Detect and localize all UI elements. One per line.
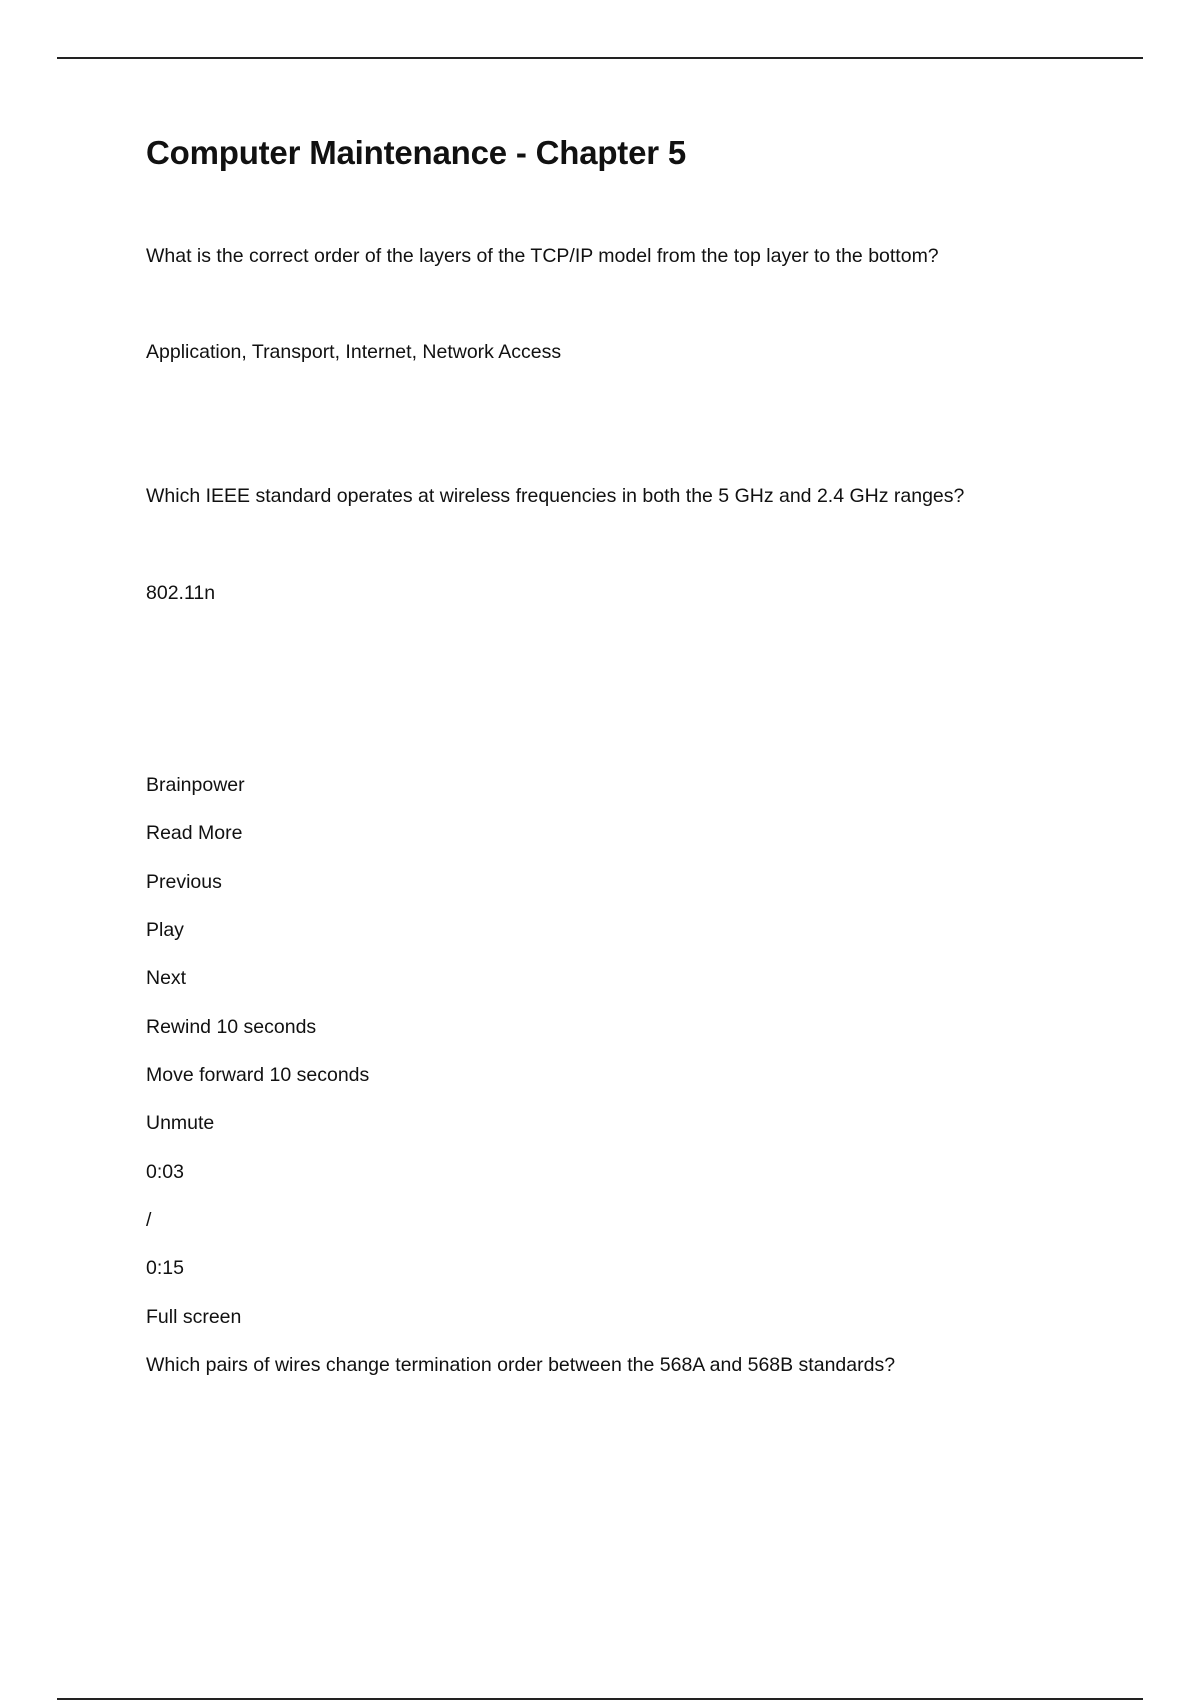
rewind-button[interactable]: Rewind 10 seconds <box>146 1016 317 1038</box>
current-time: 0:03 <box>146 1161 184 1183</box>
page-title: Computer Maintenance - Chapter 5 <box>146 134 687 171</box>
top-rule <box>57 57 1143 59</box>
question-text: What is the correct order of the layers of the TCP/IP model from the top layer to the bottom? <box>146 245 939 267</box>
duration-time: 0:15 <box>146 1257 184 1279</box>
answer-text: 802.11n <box>146 582 216 604</box>
time-separator: / <box>146 1209 152 1231</box>
unmute-button[interactable]: Unmute <box>146 1112 215 1134</box>
question-text: Which pairs of wires change termination order between the 568A and 568B standards? <box>146 1354 896 1376</box>
previous-button[interactable]: Previous <box>146 871 222 893</box>
player-brand-label: Brainpower <box>146 774 245 796</box>
question-text: Which IEEE standard operates at wireless frequencies in both the 5 GHz and 2.4 GHz ranges? <box>146 485 965 507</box>
forward-button[interactable]: Move forward 10 seconds <box>146 1064 370 1086</box>
read-more-link[interactable]: Read More <box>146 822 243 844</box>
play-button[interactable]: Play <box>146 919 184 941</box>
next-button[interactable]: Next <box>146 967 187 989</box>
fullscreen-button[interactable]: Full screen <box>146 1306 242 1328</box>
answer-text: Application, Transport, Internet, Network Access <box>146 341 562 363</box>
